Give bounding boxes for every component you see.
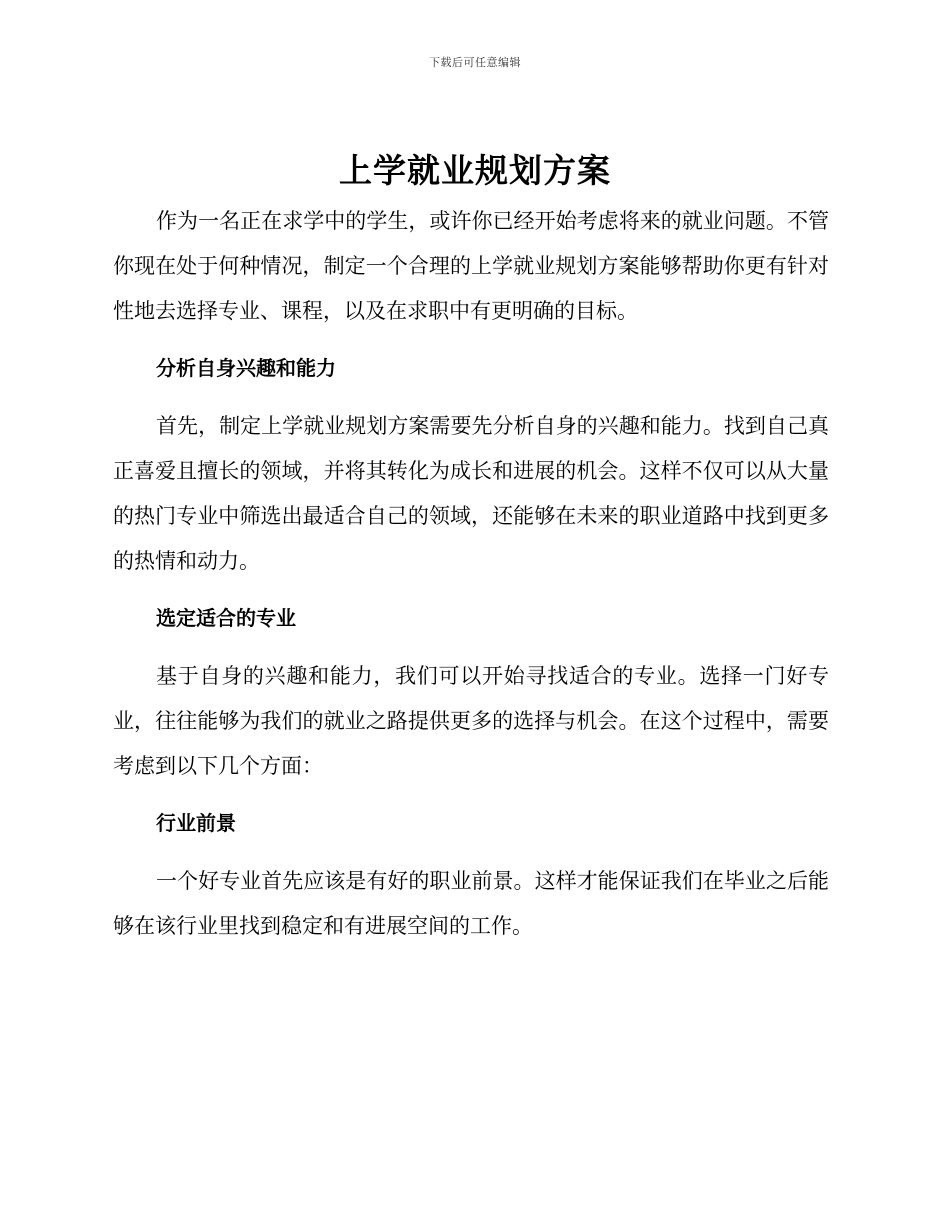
- industry-outlook-paragraph: 一个好专业首先应该是有好的职业前景。这样才能保证我们在毕业之后能够在该行业里找到稳定和有进展空间的工作。: [113, 869, 829, 938]
- interests-paragraph: 首先，制定上学就业规划方案需要先分析自身的兴趣和能力。找到自己真正喜爱且擅长的领域，并将其转化为成长和进展的机会。这样不仅可以从大量的热门专业中筛选出最适合自己的领域，还能够在未来的职业道路中找到更多的热情和动力。: [113, 414, 829, 573]
- major-paragraph: 基于自身的兴趣和能力，我们可以开始寻找适合的专业。选择一门好专业，往往能够为我们的就业之路提供更多的选择与机会。在这个过程中，需要考虑到以下几个方面：: [113, 664, 829, 778]
- section-heading-major: 选定适合的专业: [156, 606, 296, 630]
- header-note: 下载后可任意编辑: [429, 56, 521, 69]
- intro-paragraph: 作为一名正在求学中的学生，或许你已经开始考虑将来的就业问题。不管你现在处于何种情况，制定一个合理的上学就业规划方案能够帮助你更有针对性地去选择专业、课程，以及在求职中有更明确的目标。: [113, 209, 829, 323]
- document-title: 上学就业规划方案: [339, 151, 611, 190]
- section-heading-interests: 分析自身兴趣和能力: [156, 356, 336, 380]
- section-heading-industry-outlook: 行业前景: [156, 811, 236, 835]
- document-body: [113, 199, 829, 949]
